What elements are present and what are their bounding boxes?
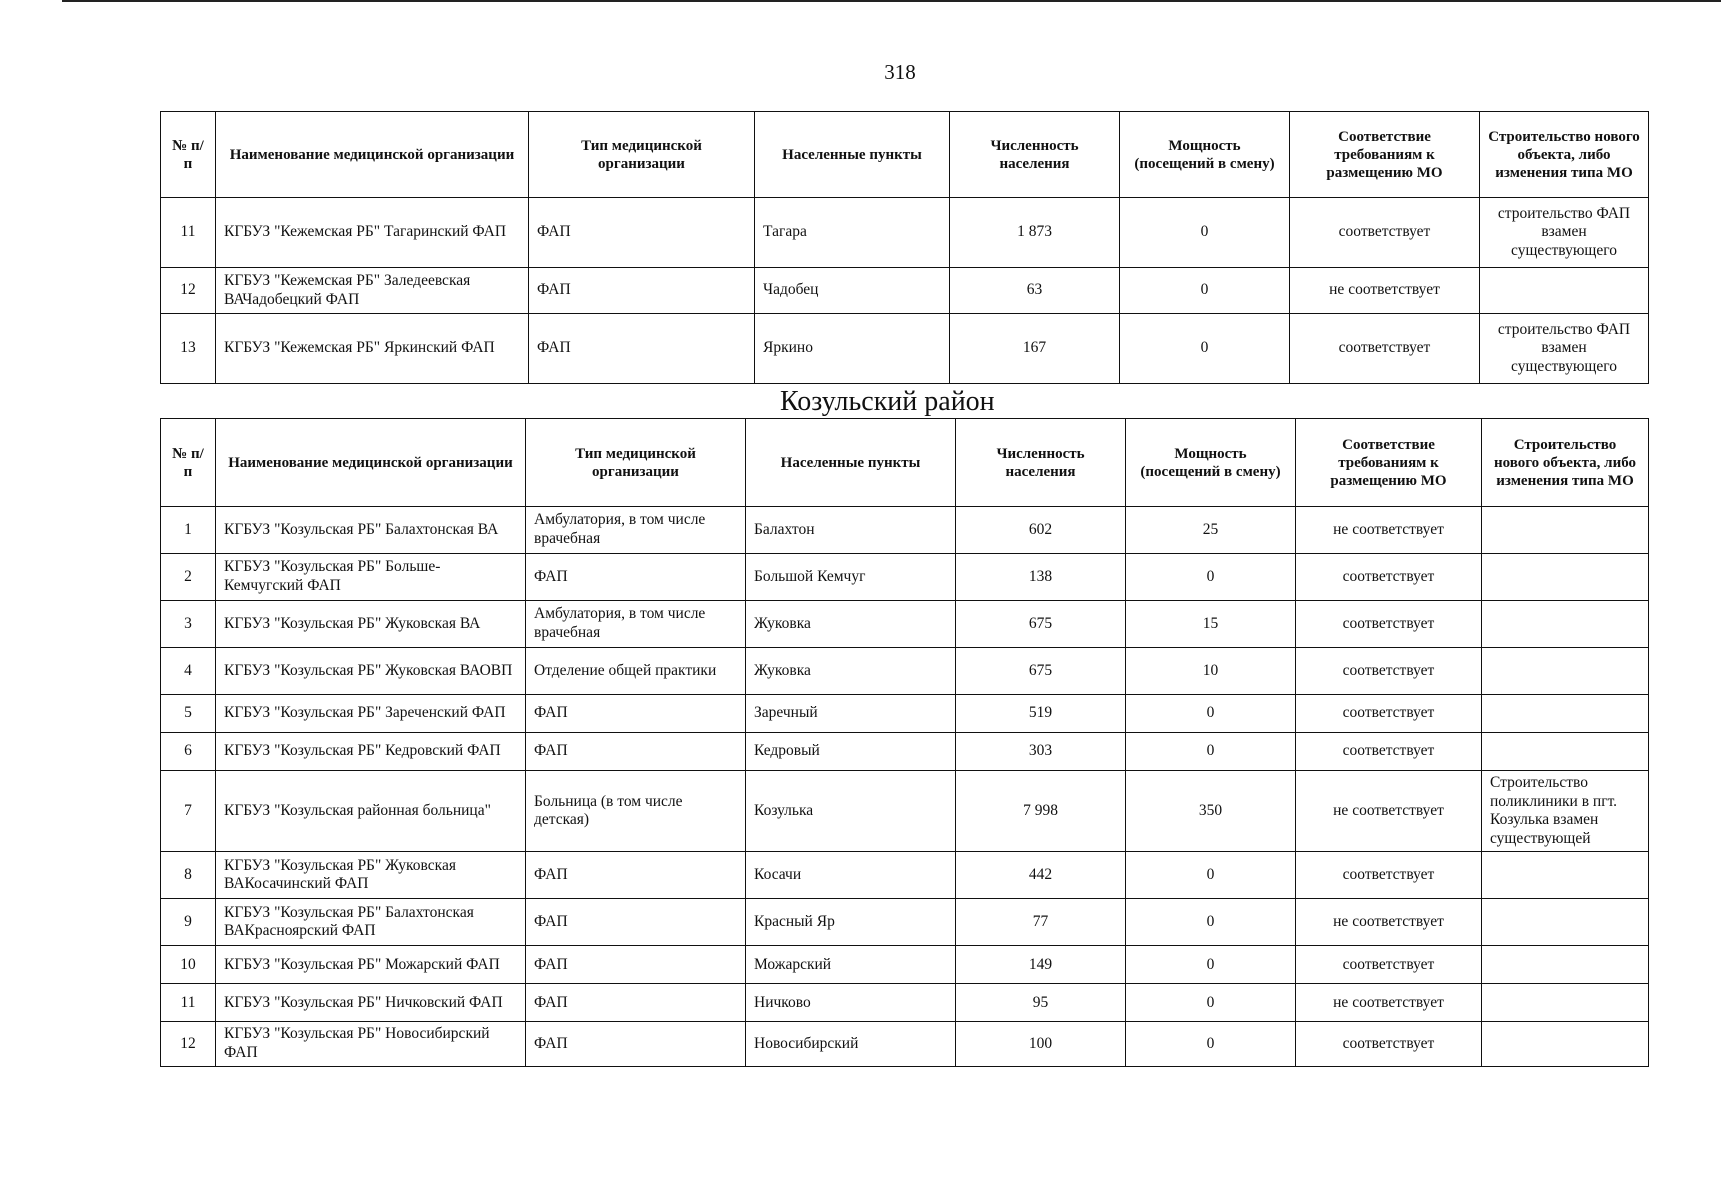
top-border-line (62, 0, 1721, 2)
row-number: 13 (161, 314, 216, 384)
compliance: соответствует (1296, 946, 1482, 984)
capacity: 0 (1126, 733, 1296, 771)
org-type: ФАП (526, 852, 746, 899)
settlement: Красный Яр (746, 899, 956, 946)
construction (1482, 1022, 1649, 1066)
construction (1482, 648, 1649, 695)
org-type: ФАП (526, 554, 746, 601)
table-header-row (161, 112, 1649, 198)
capacity: 15 (1126, 601, 1296, 648)
compliance: соответствует (1290, 314, 1480, 384)
table-row (161, 198, 1649, 268)
capacity: 0 (1126, 1022, 1296, 1066)
table-row (161, 314, 1649, 384)
row-number: 4 (161, 648, 216, 695)
population: 167 (950, 314, 1120, 384)
table-row (161, 771, 1649, 852)
table-row (161, 601, 1649, 648)
org-type: Отделение общей практики (526, 648, 746, 695)
population: 602 (956, 507, 1126, 554)
header-capacity: Мощность (посещений в смену) (1126, 419, 1296, 507)
population: 149 (956, 946, 1126, 984)
org-name: КГБУЗ "Козульская РБ" Больше-Кемчугский ФАП (216, 554, 526, 601)
capacity: 25 (1126, 507, 1296, 554)
table-row (161, 554, 1649, 601)
header-name: Наименование медицинской организации (216, 419, 526, 507)
header-name: Наименование медицинской организации (216, 112, 529, 198)
row-number: 1 (161, 507, 216, 554)
header-type: Тип медицинской организации (529, 112, 755, 198)
row-number: 3 (161, 601, 216, 648)
compliance: соответствует (1296, 601, 1482, 648)
population: 303 (956, 733, 1126, 771)
construction (1482, 601, 1649, 648)
header-construction: Строительство нового объекта, либо изменения типа МО (1482, 419, 1649, 507)
header-settlements: Населенные пункты (746, 419, 956, 507)
settlement: Ничково (746, 984, 956, 1022)
org-name: КГБУЗ "Козульская РБ" Жуковская ВАОВП (216, 648, 526, 695)
population: 77 (956, 899, 1126, 946)
row-number: 11 (161, 984, 216, 1022)
table-row (161, 648, 1649, 695)
org-name: КГБУЗ "Кежемская РБ" Яркинский ФАП (216, 314, 529, 384)
row-number: 7 (161, 771, 216, 852)
capacity: 0 (1126, 984, 1296, 1022)
settlement: Козулька (746, 771, 956, 852)
org-type: Амбулатория, в том числе врачебная (526, 507, 746, 554)
compliance: соответствует (1296, 554, 1482, 601)
capacity: 0 (1126, 946, 1296, 984)
compliance: соответствует (1290, 198, 1480, 268)
population: 63 (950, 268, 1120, 314)
org-name: КГБУЗ "Козульская РБ" Жуковская ВА (216, 601, 526, 648)
org-type: Амбулатория, в том числе врачебная (526, 601, 746, 648)
table-kozulsky (160, 418, 1649, 1067)
population: 675 (956, 601, 1126, 648)
row-number: 9 (161, 899, 216, 946)
population: 7 998 (956, 771, 1126, 852)
table-row (161, 899, 1649, 946)
row-number: 11 (161, 198, 216, 268)
header-population: Численность населения (950, 112, 1120, 198)
org-name: КГБУЗ "Кежемская РБ" Тагаринский ФАП (216, 198, 529, 268)
settlement: Новосибирский (746, 1022, 956, 1066)
header-compliance: Соответствие требованиям к размещению МО (1296, 419, 1482, 507)
table-row (161, 507, 1649, 554)
table-row (161, 695, 1649, 733)
row-number: 5 (161, 695, 216, 733)
org-type: ФАП (529, 198, 755, 268)
population: 95 (956, 984, 1126, 1022)
settlement: Жуковка (746, 648, 956, 695)
compliance: не соответствует (1296, 507, 1482, 554)
compliance: соответствует (1296, 852, 1482, 899)
construction (1482, 984, 1649, 1022)
org-type: ФАП (526, 946, 746, 984)
settlement: Косачи (746, 852, 956, 899)
construction (1482, 507, 1649, 554)
compliance: соответствует (1296, 733, 1482, 771)
compliance: не соответствует (1296, 771, 1482, 852)
org-name: КГБУЗ "Козульская РБ" Кедровский ФАП (216, 733, 526, 771)
table-row (161, 733, 1649, 771)
org-type: ФАП (526, 984, 746, 1022)
settlement: Заречный (746, 695, 956, 733)
construction (1482, 946, 1649, 984)
table-header-row (161, 419, 1649, 507)
settlement: Большой Кемчуг (746, 554, 956, 601)
capacity: 0 (1126, 852, 1296, 899)
capacity: 10 (1126, 648, 1296, 695)
compliance: соответствует (1296, 1022, 1482, 1066)
org-name: КГБУЗ "Козульская РБ" Жуковская ВАКосачинский ФАП (216, 852, 526, 899)
compliance: соответствует (1296, 695, 1482, 733)
org-type: Больница (в том числе детская) (526, 771, 746, 852)
row-number: 12 (161, 268, 216, 314)
capacity: 0 (1126, 554, 1296, 601)
settlement: Можарский (746, 946, 956, 984)
org-type: ФАП (526, 695, 746, 733)
capacity: 350 (1126, 771, 1296, 852)
header-construction: Строительство нового объекта, либо изменения типа МО (1480, 112, 1649, 198)
table-kezhemsky (160, 111, 1649, 384)
org-name: КГБУЗ "Кежемская РБ" Заледеевская ВАЧадобецкий ФАП (216, 268, 529, 314)
population: 1 873 (950, 198, 1120, 268)
settlement: Жуковка (746, 601, 956, 648)
construction: Строительство поликлиники в пгт. Козулька взамен существующей (1482, 771, 1649, 852)
table-row (161, 852, 1649, 899)
section-title: Козульский район (780, 386, 995, 417)
org-name: КГБУЗ "Козульская РБ" Новосибирский ФАП (216, 1022, 526, 1066)
compliance: соответствует (1296, 648, 1482, 695)
compliance: не соответствует (1296, 984, 1482, 1022)
header-num: № п/п (161, 112, 216, 198)
org-name: КГБУЗ "Козульская РБ" Ничковский ФАП (216, 984, 526, 1022)
org-type: ФАП (526, 1022, 746, 1066)
row-number: 12 (161, 1022, 216, 1066)
settlement: Чадобец (755, 268, 950, 314)
header-capacity: Мощность (посещений в смену) (1120, 112, 1290, 198)
construction: строительство ФАП взамен существующего (1480, 314, 1649, 384)
compliance: не соответствует (1290, 268, 1480, 314)
table-row (161, 946, 1649, 984)
compliance: не соответствует (1296, 899, 1482, 946)
capacity: 0 (1126, 695, 1296, 733)
capacity: 0 (1120, 198, 1290, 268)
header-compliance: Соответствие требованиям к размещению МО (1290, 112, 1480, 198)
construction (1482, 899, 1649, 946)
org-name: КГБУЗ "Козульская районная больница" (216, 771, 526, 852)
construction (1480, 268, 1649, 314)
header-population: Численность населения (956, 419, 1126, 507)
org-type: ФАП (529, 268, 755, 314)
capacity: 0 (1126, 899, 1296, 946)
construction (1482, 695, 1649, 733)
capacity: 0 (1120, 268, 1290, 314)
settlement: Тагара (755, 198, 950, 268)
header-settlements: Населенные пункты (755, 112, 950, 198)
capacity: 0 (1120, 314, 1290, 384)
table-row (161, 268, 1649, 314)
row-number: 8 (161, 852, 216, 899)
population: 675 (956, 648, 1126, 695)
org-name: КГБУЗ "Козульская РБ" Балахтонская ВАКрасноярский ФАП (216, 899, 526, 946)
page-number: 318 (884, 60, 916, 84)
row-number: 6 (161, 733, 216, 771)
construction (1482, 733, 1649, 771)
population: 519 (956, 695, 1126, 733)
org-type: ФАП (526, 899, 746, 946)
org-type: ФАП (526, 733, 746, 771)
header-type: Тип медицинской организации (526, 419, 746, 507)
construction (1482, 852, 1649, 899)
settlement: Балахтон (746, 507, 956, 554)
row-number: 2 (161, 554, 216, 601)
population: 138 (956, 554, 1126, 601)
row-number: 10 (161, 946, 216, 984)
org-name: КГБУЗ "Козульская РБ" Можарский ФАП (216, 946, 526, 984)
settlement: Кедровый (746, 733, 956, 771)
org-name: КГБУЗ "Козульская РБ" Балахтонская ВА (216, 507, 526, 554)
org-name: КГБУЗ "Козульская РБ" Зареченский ФАП (216, 695, 526, 733)
settlement: Яркино (755, 314, 950, 384)
population: 100 (956, 1022, 1126, 1066)
org-type: ФАП (529, 314, 755, 384)
population: 442 (956, 852, 1126, 899)
construction (1482, 554, 1649, 601)
table-row (161, 984, 1649, 1022)
header-num: № п/п (161, 419, 216, 507)
construction: строительство ФАП взамен существующего (1480, 198, 1649, 268)
table-row (161, 1022, 1649, 1066)
